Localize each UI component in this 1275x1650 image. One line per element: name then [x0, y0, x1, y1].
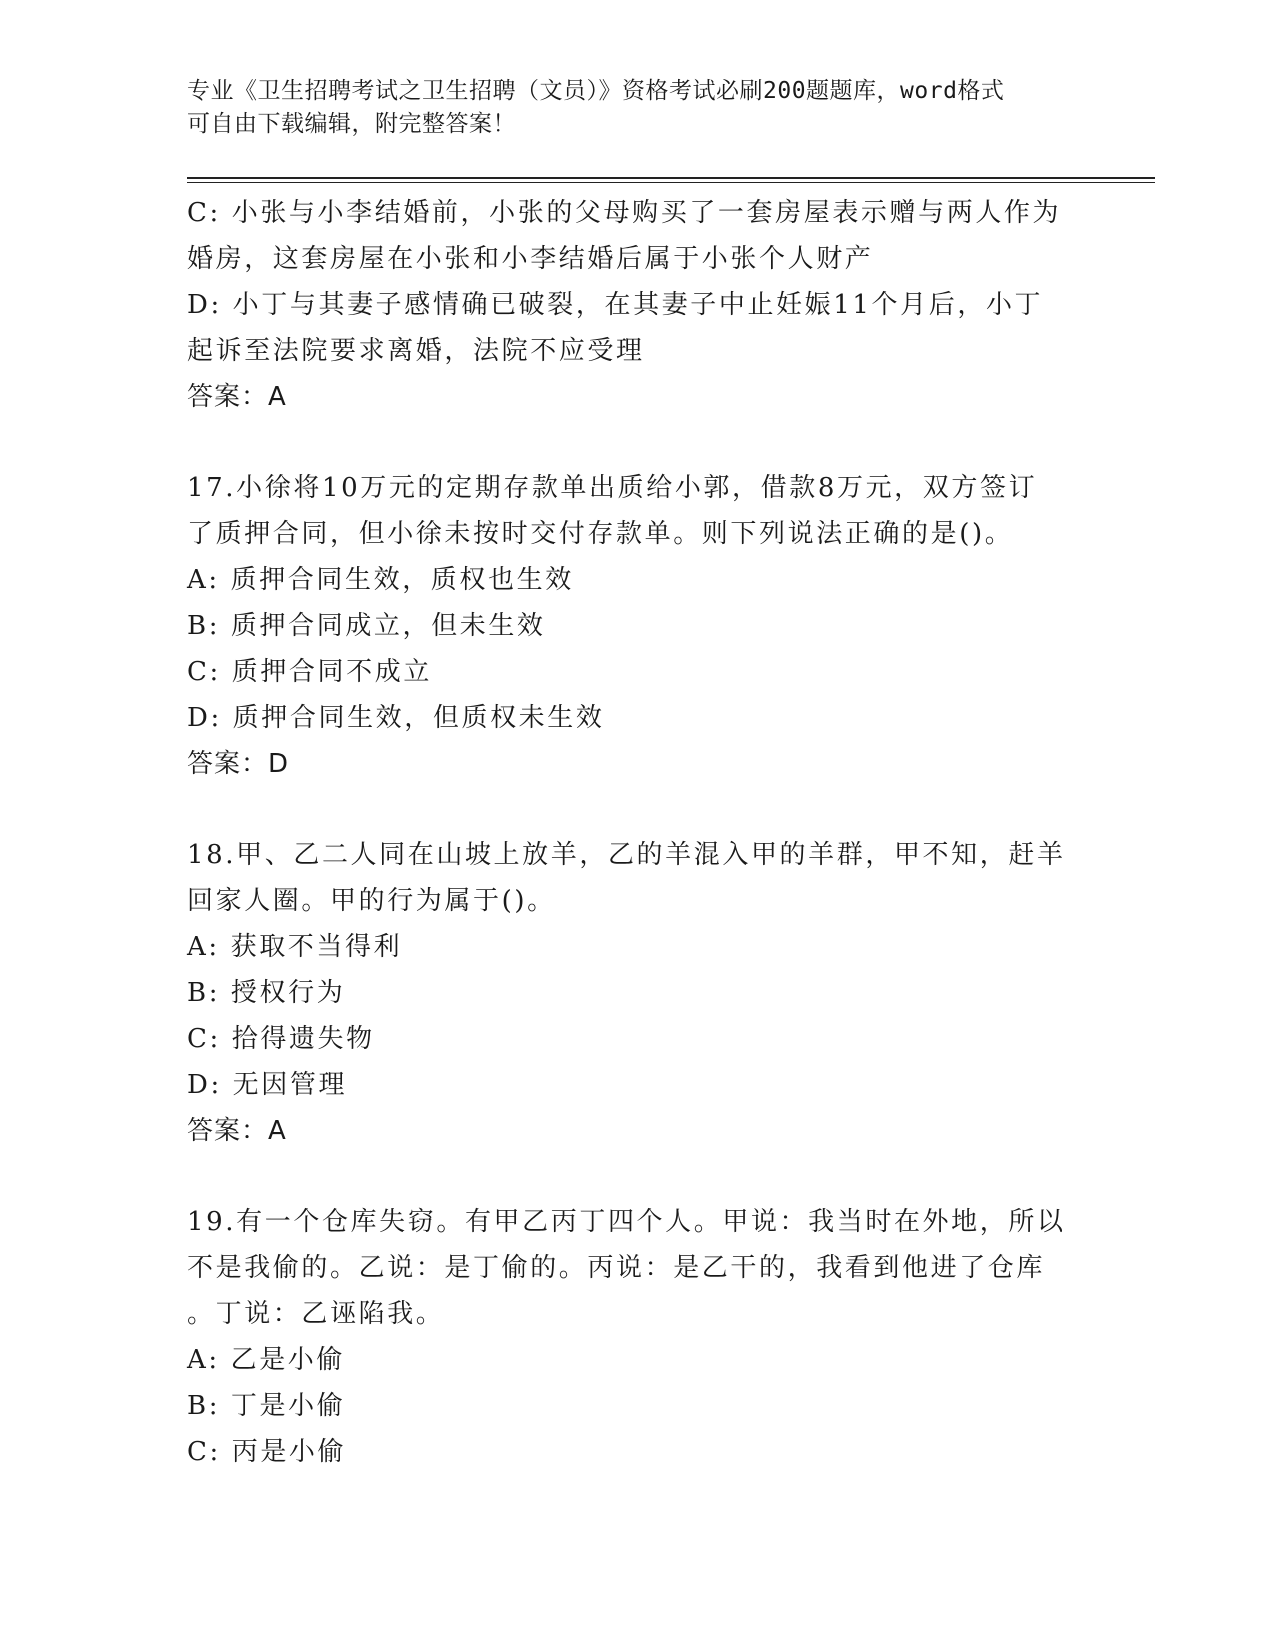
- option-c-line-1: C: 小张与小李结婚前，小张的父母购买了一套房屋表示赠与两人作为: [187, 198, 1062, 228]
- spacer: [187, 787, 1087, 832]
- question-17-block: [187, 465, 1087, 787]
- option-d: D: 无因管理: [187, 1070, 348, 1100]
- option-a: A: 乙是小偷: [187, 1345, 346, 1375]
- question-19-block: [187, 1199, 1087, 1475]
- header-rule-thin: [187, 182, 1155, 183]
- option-d: D: 质押合同生效，但质权未生效: [187, 703, 605, 733]
- question-stem-line-2: 不是我偷的。乙说：是丁偷的。丙说：是乙干的，我看到他进了仓库: [187, 1253, 1046, 1283]
- option-d-line-2: 起诉至法院要求离婚，法院不应受理: [187, 336, 645, 366]
- question-stem-line-2: 了质押合同，但小徐未按时交付存款单。则下列说法正确的是()。: [187, 519, 1014, 549]
- option-c: C: 丙是小偷: [187, 1437, 347, 1467]
- question-stem-line-1: 19.有一个仓库失窃。有甲乙丙丁四个人。甲说：我当时在外地，所以: [187, 1207, 1066, 1237]
- answer-line: 答案：D: [187, 749, 290, 779]
- option-a: A: 获取不当得利: [187, 932, 403, 962]
- question-18-block: [187, 832, 1087, 1154]
- document-content: [187, 190, 1087, 1475]
- option-a: A: 质押合同生效，质权也生效: [187, 565, 574, 595]
- answer-line: 答案：A: [187, 382, 287, 412]
- option-c: C: 质押合同不成立: [187, 657, 432, 687]
- spacer: [187, 420, 1087, 465]
- header-rule-thick: [187, 177, 1155, 179]
- option-c-line-2: 婚房，这套房屋在小张和小李结婚后属于小张个人财产: [187, 244, 874, 274]
- document-header: [187, 75, 1087, 141]
- option-b: B: 授权行为: [187, 978, 346, 1008]
- question-stem-line-1: 18.甲、乙二人同在山坡上放羊，乙的羊混入甲的羊群，甲不知，赶羊: [187, 840, 1066, 870]
- question-stem-line-1: 17.小徐将10万元的定期存款单出质给小郭，借款8万元，双方签订: [187, 473, 1038, 503]
- prev-question-block: [187, 190, 1087, 420]
- header-line-2: 可自由下载编辑，附完整答案！: [187, 111, 516, 137]
- option-b: B: 丁是小偷: [187, 1391, 346, 1421]
- question-stem-line-2: 回家人圈。甲的行为属于()。: [187, 886, 556, 916]
- spacer: [187, 1154, 1087, 1199]
- answer-line: 答案：A: [187, 1116, 287, 1146]
- option-c: C: 拾得遗失物: [187, 1024, 375, 1054]
- header-line-1: 专业《卫生招聘考试之卫生招聘（文员）》资格考试必刷200题题库，word格式: [187, 78, 1005, 104]
- option-d-line-1: D: 小丁与其妻子感情确已破裂，在其妻子中止妊娠11个月后，小丁: [187, 290, 1044, 320]
- option-b: B: 质押合同成立，但未生效: [187, 611, 546, 641]
- question-stem-line-3: 。丁说：乙诬陷我。: [187, 1299, 445, 1329]
